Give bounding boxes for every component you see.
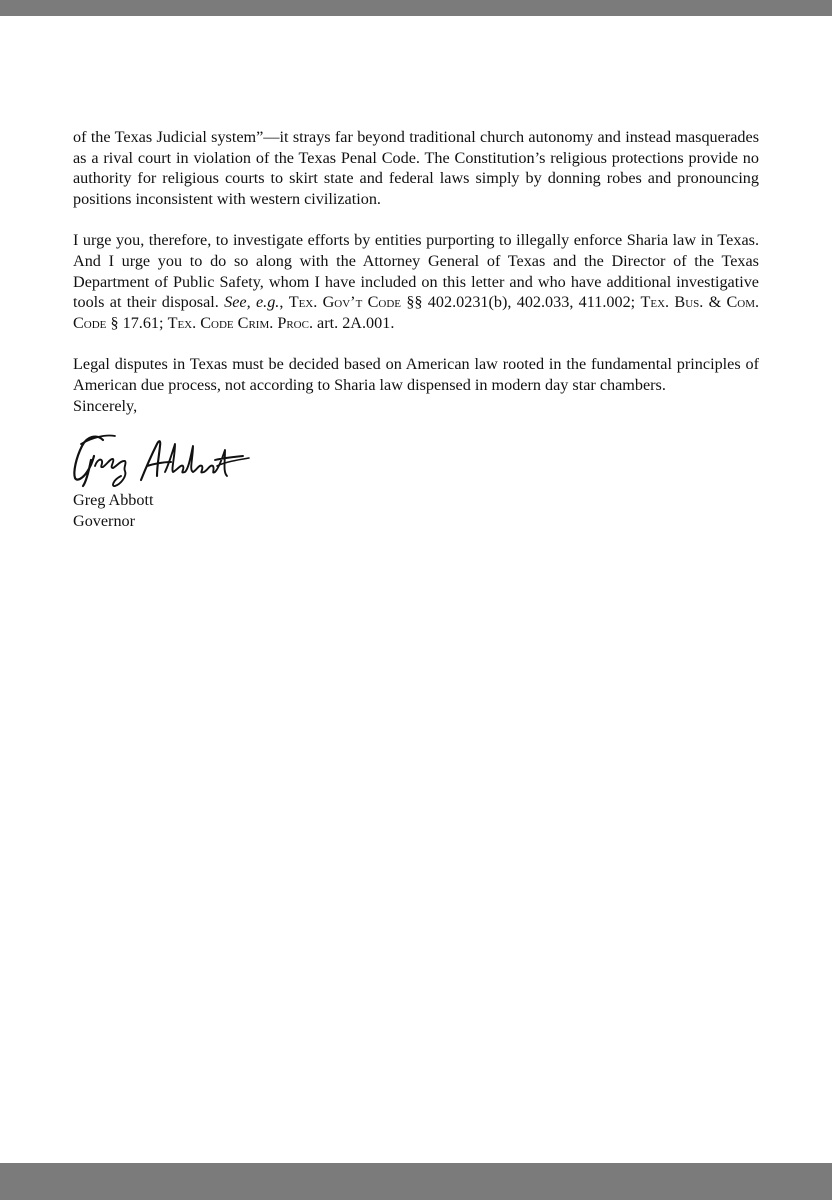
citation-sections-3: art. 2A.001. (317, 313, 395, 332)
letter-closing: Sincerely, (73, 396, 138, 415)
signer-title: Governor (73, 511, 136, 530)
viewer-top-bar (0, 0, 832, 16)
signer-name: Greg Abbott (73, 491, 154, 510)
signature-graphic (67, 426, 267, 488)
citation-sections-2: § 17.61; (110, 313, 164, 332)
citation-signal: See, e.g. (224, 293, 280, 312)
letter-page (73, 127, 759, 531)
letter-paragraph-3: Legal disputes in Texas must be decided based on American law rooted in the fundamental principles of American due process, not according to Sharia law dispensed in modern day star chambers. (73, 355, 759, 394)
citation-code-2: Tex. Bus. & Com. Code (73, 293, 760, 332)
viewer-bottom-bar (0, 1163, 832, 1200)
letter-paragraph-2: I urge you, therefore, to investigate efforts by entities purporting to illegally enforce Sharia law in Texas. And I urge you to do so along with the Attorney General of Texas and the Director of the Texas Department of Public Safety, whom I have included on this letter and who have additional investigative tools at their disposal. See, e.g., Tex. Gov’t Code §§ 402.0231(b), 402.033, 411.002; Tex. Bus. & Com. Code § 17.61; Tex. Code Crim. Proc. art. 2A.001. (73, 231, 760, 332)
citation-code-3: Tex. Code Crim. Proc. (167, 313, 313, 332)
letter-paragraph-1: of the Texas Judicial system”—it strays far beyond traditional church autonomy and instead masquerades as a rival court in violation of the Texas Penal Code. The Constitution’s religious protections provide no authority for religious courts to skirt state and federal laws simply by donning robes and pronouncing positions inconsistent with western civilization. (73, 128, 759, 208)
handwritten-signature (67, 426, 267, 488)
paragraph-2-text: I urge you, therefore, to investigate efforts by entities purporting to illegally enforce Sharia law in Texas. And I urge you to do so along with the Attorney General of Texas and the Director of the Texas Department of Public Safety, whom I have included on this letter and who have additional investigative tools at their disposal. (73, 231, 759, 312)
citation-sections-1: §§ 402.0231(b), 402.033, 411.002; (406, 293, 636, 312)
citation-code-1: Tex. Gov’t Code (288, 293, 401, 312)
